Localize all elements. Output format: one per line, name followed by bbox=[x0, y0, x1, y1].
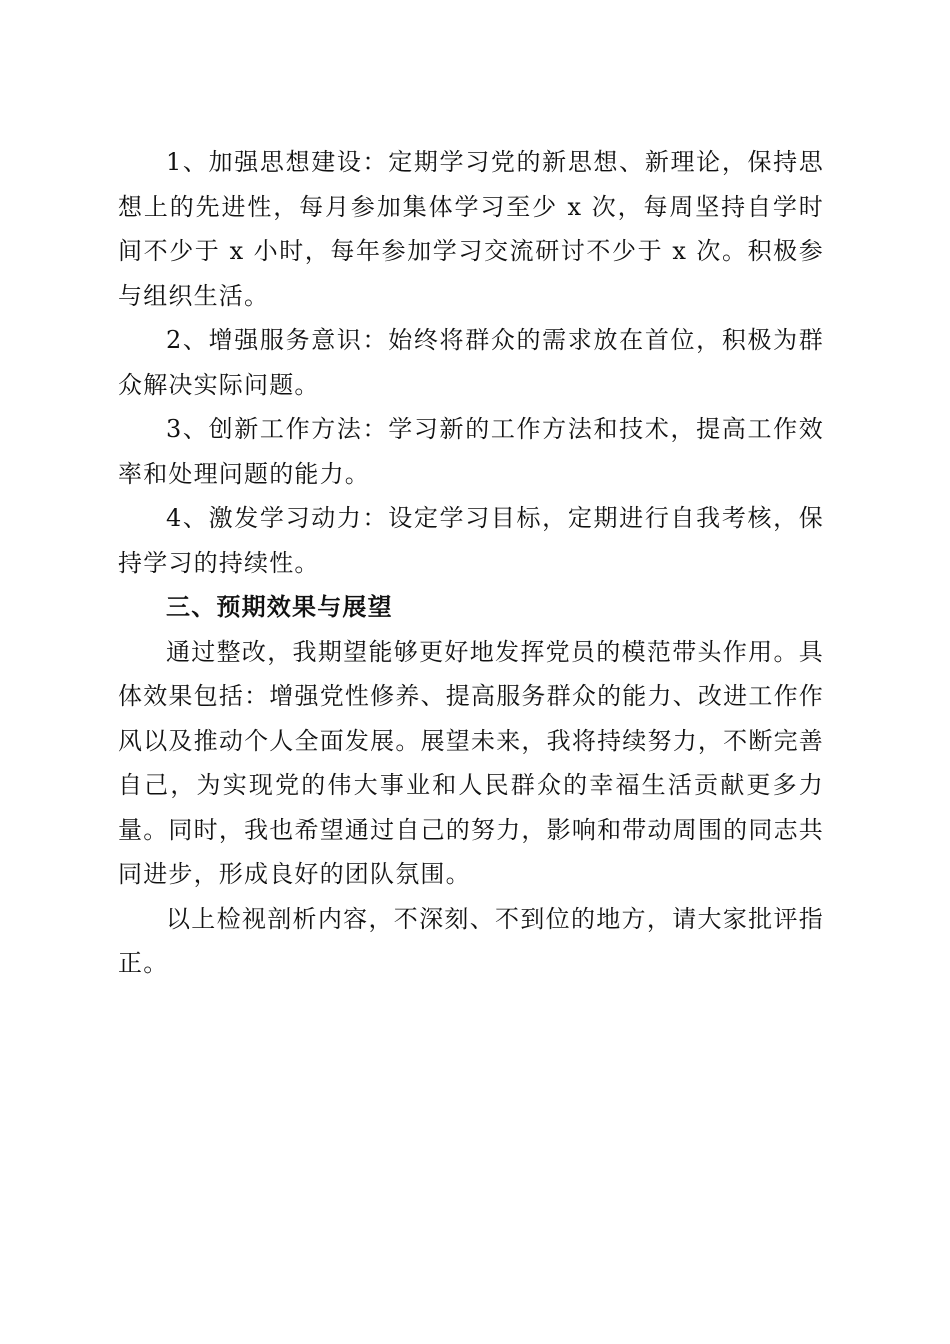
paragraph-thought-building: 1、加强思想建设：定期学习党的新思想、新理论，保持思想上的先进性，每月参加集体学习至少 x 次，每周坚持自学时间不少于 x 小时，每年参加学习交流研讨不少于 x 次。积极参与组织生活。 bbox=[118, 148, 824, 310]
paragraph-service-awareness: 2、增强服务意识：始终将群众的需求放在首位，积极为群众解决实际问题。 bbox=[118, 326, 824, 399]
paragraph-closing: 以上检视剖析内容，不深刻、不到位的地方，请大家批评指正。 bbox=[118, 904, 824, 977]
section-heading: 三、预期效果与展望 bbox=[166, 593, 393, 621]
document-page bbox=[118, 140, 824, 986]
paragraph-innovate-methods: 3、创新工作方法：学习新的工作方法和技术，提高工作效率和处理问题的能力。 bbox=[118, 415, 824, 488]
paragraph-learning-motivation: 4、激发学习动力：设定学习目标，定期进行自我考核，保持学习的持续性。 bbox=[118, 504, 824, 577]
paragraph-expected-effects: 通过整改，我期望能够更好地发挥党员的模范带头作用。具体效果包括：增强党性修养、提高服务群众的能力、改进工作作风以及推动个人全面发展。展望未来，我将持续努力，不断完善自己，为实现党的伟大事业和人民群众的幸福生活贡献更多力量。同时，我也希望通过自己的努力，影响和带动周围的同志共同进步，形成良好的团队氛围。 bbox=[118, 637, 824, 888]
